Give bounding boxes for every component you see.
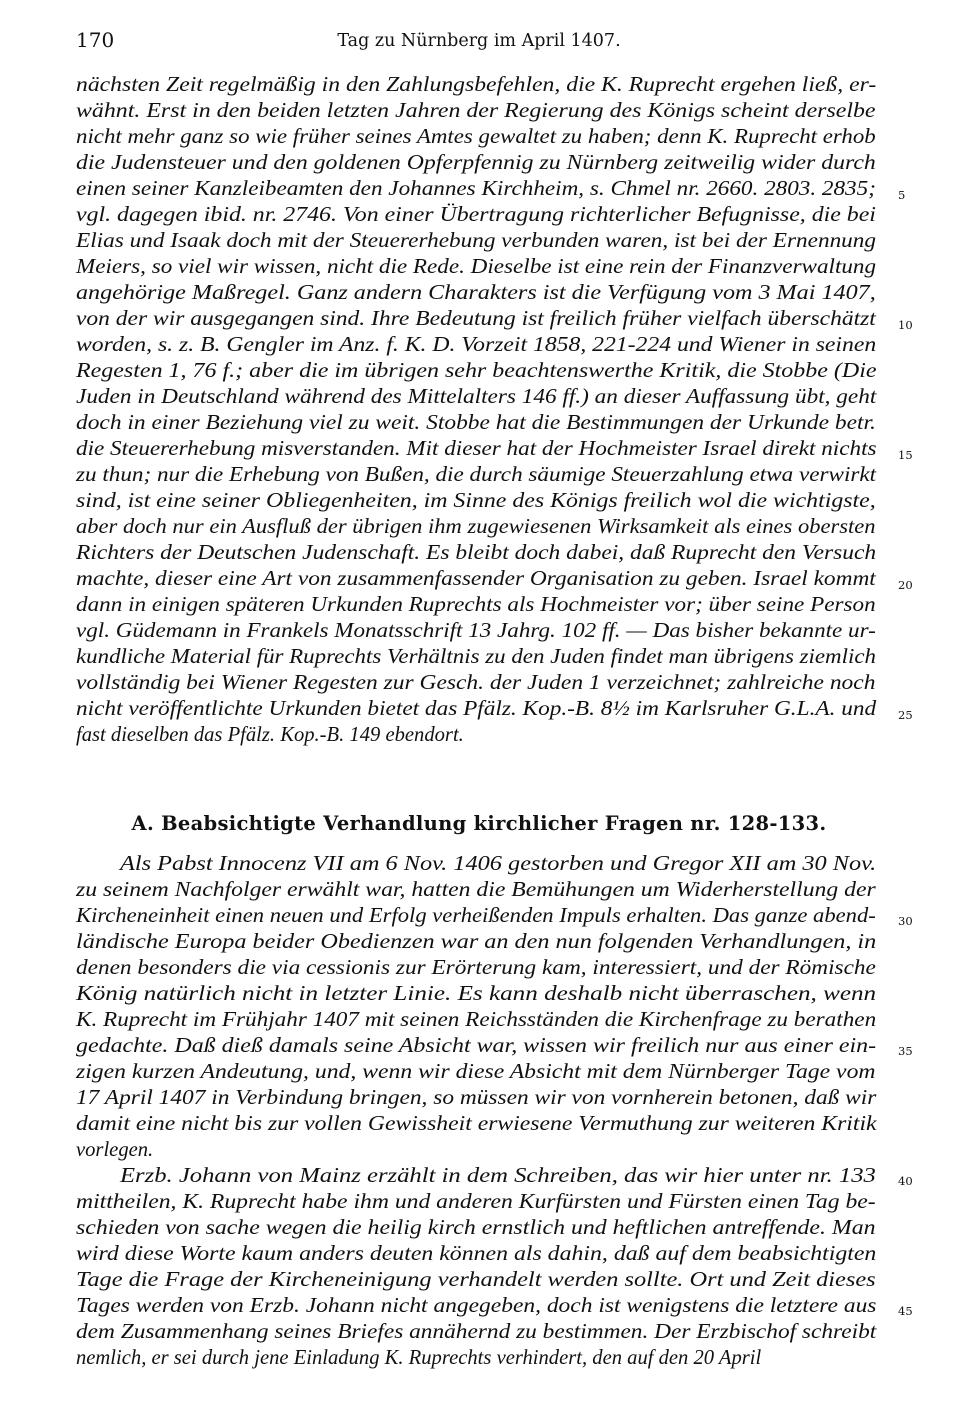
body-line: damit eine nicht bis zur vollen Gewissheit erwiesene Vermuthung zur weiteren Kritik [76, 1113, 877, 1135]
body-line: König natürlich nicht in letzter Linie. Es kann deshalb nicht überraschen, wenn [76, 983, 877, 1005]
body-line: machte, dieser eine Art von zusammenfassender Organisation zu geben. Israel kommt [76, 568, 876, 590]
body-line: aber doch nur ein Ausfluß der übrigen ihm zugewiesenen Wirksamkeit als eines obersten [76, 516, 876, 538]
body-line: dem Zusammenhang seines Briefes annähernd zu bestimmen. Der Erzbischof schreibt [76, 1321, 877, 1343]
line-number: 10 [898, 318, 913, 332]
body-line: einen seiner Kanzleibeamten den Johannes Kirchheim, s. Chmel nr. 2660. 2803. 2835; [76, 178, 876, 200]
body-line: nicht veröffentlichte Urkunden bietet das Pfälz. Kop.-B. 8½ im Karlsruher G.L.A. und [76, 698, 877, 720]
body-line: vgl. dagegen ibid. nr. 2746. Von einer Übertragung richterlicher Befugnisse, die bei [76, 204, 876, 226]
body-line: Tage die Frage der Kircheneinigung verhandelt werden sollte. Ort und Zeit dieses [76, 1269, 876, 1291]
body-line: zigen kurzen Andeutung, und, wenn wir diese Absicht mit dem Nürnberger Tage vom [76, 1061, 876, 1083]
body-line: nächsten Zeit regelmäßig in den Zahlungsbefehlen, die K. Ruprecht ergehen ließ, er- [76, 74, 877, 96]
body-line: Richters der Deutschen Judenschaft. Es bleibt doch dabei, daß Ruprecht den Versuch [76, 542, 877, 564]
body-line: zu thun; nur die Erhebung von Bußen, die durch säumige Steuerzahlung etwa verwirkt [76, 464, 877, 486]
running-title: Tag zu Nürnberg im April 1407. [337, 31, 621, 51]
body-line: Regesten 1, 76 f.; aber die im übrigen sehr beachtenswerthe Kritik, die Stobbe (Die [76, 360, 877, 382]
body-line: schieden von sache wegen die heilig kirch ernstlich und heftlichen antreffende. Man [76, 1217, 876, 1239]
body-line: vorlegen. [76, 1139, 154, 1161]
body-line: Juden in Deutschland während des Mittelalters 146 ff.) an dieser Auffassung übt, geht [76, 386, 877, 408]
body-line: mittheilen, K. Ruprecht habe ihm und anderen Kurfürsten und Fürsten einen Tag be- [76, 1191, 876, 1213]
body-line: dann in einigen späteren Urkunden Ruprechts als Hochmeister vor; über seine Person [76, 594, 876, 616]
body-line: doch in einer Beziehung viel zu weit. Stobbe hat die Bestimmungen der Urkunde betr. [76, 412, 876, 434]
page-number: 170 [76, 28, 115, 52]
line-number: 15 [898, 448, 913, 462]
line-number: 45 [898, 1304, 913, 1318]
body-line: sind, ist eine seiner Obliegenheiten, im Sinne des Königs freilich wol die wichtigste, [76, 490, 876, 512]
line-number: 30 [898, 914, 913, 928]
body-line: angehörige Maßregel. Ganz andern Charakters ist die Verfügung vom 3 Mai 1407, [76, 282, 876, 304]
section-heading: A. Beabsichtigte Verhandlung kirchlicher Fragen nr. 128-133. [131, 812, 827, 835]
page-header [76, 28, 882, 62]
body-line: wähnt. Erst in den beiden letzten Jahren der Regierung des Königs scheint derselbe [76, 100, 876, 122]
body-line: zu seinem Nachfolger erwählt war, hatten die Bemühungen um Widerherstellung der [76, 879, 876, 901]
line-number: 20 [898, 578, 913, 592]
body-line: kundliche Material für Ruprechts Verhältnis zu den Juden findet man übrigens ziemlich [76, 646, 876, 668]
body-line: vollständig bei Wiener Regesten zur Gesch. der Juden 1 verzeichnet; zahlreiche noch [76, 672, 876, 694]
body-line: die Judensteuer und den goldenen Opferpfennig zu Nürnberg zeitweilig wider durch [76, 152, 876, 174]
body-line: worden, s. z. B. Gengler im Anz. f. K. D. Vorzeit 1858, 221-224 und Wiener in seinen [76, 334, 877, 356]
line-number: 25 [898, 708, 913, 722]
body-line: denen besonders die via cessionis zur Erörterung kam, interessiert, und der Römische [76, 957, 876, 979]
line-number: 35 [898, 1044, 913, 1058]
body-line: Als Pabst Innocenz VII am 6 Nov. 1406 gestorben und Gregor XII am 30 Nov. [120, 853, 877, 875]
body-line: nemlich, er sei durch jene Einladung K. Ruprechts verhindert, den auf den 20 April [76, 1347, 762, 1369]
body-line: ländische Europa beider Obedienzen war an den nun folgenden Verhandlungen, in [76, 931, 877, 953]
body-line: Meiers, so viel wir wissen, nicht die Rede. Dieselbe ist eine rein der Finanzverwaltung [76, 256, 877, 278]
body-line: Erzb. Johann von Mainz erzählt in dem Schreiben, das wir hier unter nr. 133 [120, 1165, 876, 1187]
body-line: wird diese Worte kaum anders deuten können als dahin, daß auf dem beabsichtigten [76, 1243, 877, 1265]
body-line: Kircheneinheit einen neuen und Erfolg verheißenden Impuls erhalten. Das ganze abend- [76, 905, 876, 927]
body-line: die Steuererhebung misverstanden. Mit dieser hat der Hochmeister Israel direkt nichts [76, 438, 877, 460]
body-line: Elias und Isaak doch mit der Steuererhebung verbunden waren, ist bei der Ernennung [76, 230, 877, 252]
line-number: 40 [898, 1174, 913, 1188]
body-line: fast dieselben das Pfälz. Kop.-B. 149 ebendort. [76, 724, 464, 746]
body-line: nicht mehr ganz so wie früher seines Amtes gewaltet zu haben; denn K. Ruprecht erhob [76, 126, 876, 148]
body-line: 17 April 1407 in Verbindung bringen, so müssen wir von vornherein betonen, daß wir [76, 1087, 877, 1109]
body-line: gedachte. Daß dieß damals seine Absicht war, wissen wir freilich nur aus einer ein- [76, 1035, 877, 1057]
body-line: K. Ruprecht im Frühjahr 1407 mit seinen Reichsständen die Kirchenfrage zu berathen [76, 1009, 877, 1031]
body-line: von der wir ausgegangen sind. Ihre Bedeutung ist freilich früher vielfach überschätzt [76, 308, 876, 330]
body-line: vgl. Güdemann in Frankels Monatsschrift 13 Jahrg. 102 ff. — Das bisher bekannte ur- [76, 620, 876, 642]
body-line: Tages werden von Erzb. Johann nicht angegeben, doch ist wenigstens die letztere aus [76, 1295, 877, 1317]
line-number: 5 [898, 188, 906, 202]
